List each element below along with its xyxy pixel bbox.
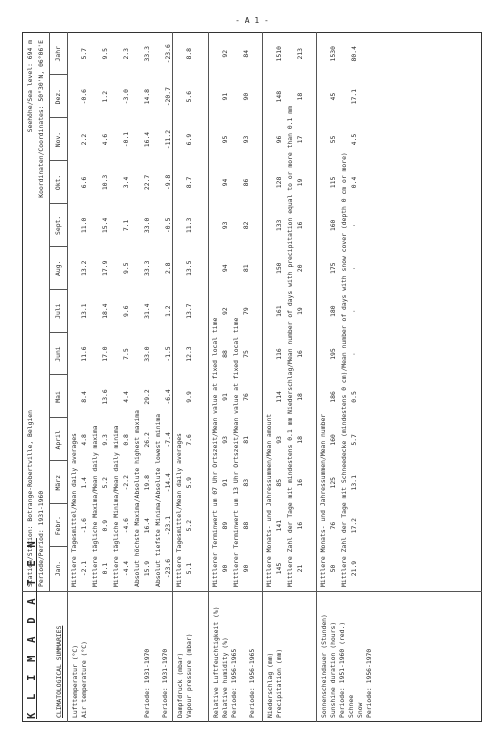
table-cell: 161 (275, 305, 283, 317)
station-name: Station/Station: Botrange-Robertville, Belgien (26, 410, 34, 587)
table-cell: 85 (275, 478, 283, 487)
section-label: Vapour pressure (mbar) (185, 633, 193, 718)
table-cell: 18 (296, 92, 304, 101)
table-cell: 45 (329, 92, 337, 101)
table-cell: 9.5 (101, 47, 109, 60)
table-cell: 90 (242, 92, 250, 101)
table-cell: -20.7 (164, 87, 172, 107)
table-cell: 17.1 (350, 88, 358, 105)
table-cell: -23.6 (164, 44, 172, 64)
section-label: Sunshine duration (hours) (329, 621, 337, 718)
section-label: Periode: 1956-1965 (230, 648, 238, 718)
table-cell: 114 (275, 391, 283, 403)
table-cell: -0.5 (164, 217, 172, 234)
table-cell: 13.2 (80, 260, 88, 276)
month-header: Nov. (54, 131, 62, 148)
table-cell: 5.7 (350, 434, 358, 446)
table-cell: 133 (275, 219, 283, 232)
table-cell: 13.7 (185, 303, 193, 319)
section-label: Periode: 1956-1965 (248, 648, 256, 718)
table-cell: 8.7 (185, 176, 193, 189)
table-cell: 160 (329, 434, 337, 446)
table-cell: 19 (296, 178, 304, 187)
month-header: Okt. (54, 174, 62, 191)
page-number: - A 1 - (235, 16, 269, 25)
table-cell: 4.5 (350, 133, 358, 146)
section-label: Lufttemperatur (°C) (71, 644, 79, 718)
table-cell: 18 (296, 436, 304, 444)
table-cell: 0.8 (122, 434, 130, 446)
table-cell: · (350, 352, 358, 356)
table-cell: 33.0 (143, 217, 151, 234)
table-cell: · (350, 223, 358, 228)
section-label: Schnee (347, 694, 355, 718)
table-cell: 145 (275, 562, 283, 575)
row-note: Mittlere Tagesmittel/Mean daily averages (70, 433, 78, 587)
table-cell: 12.3 (185, 346, 193, 362)
table-cell: 4.6 (101, 133, 109, 146)
table-cell: -3.0 (122, 88, 130, 105)
table-cell: 13.5 (185, 260, 193, 276)
table-cell: 1510 (275, 46, 283, 62)
table-cell: 213 (296, 47, 304, 60)
table-cell: 91 (221, 393, 229, 401)
table-cell: 76 (242, 393, 250, 401)
table-cell: 16 (296, 478, 304, 487)
table-cell: 8.4 (80, 391, 88, 403)
table-cell: 2.3 (122, 47, 130, 60)
table-cell: 93 (275, 436, 283, 444)
table-cell: -0.6 (80, 88, 88, 105)
table-cell: 21 (296, 564, 304, 573)
section-divider (172, 32, 173, 722)
table-cell: 76 (329, 521, 337, 530)
table-cell: 6.9 (185, 133, 193, 146)
table-cell: 115 (329, 176, 337, 189)
table-cell: 17 (296, 135, 304, 144)
table-cell: 5.7 (80, 47, 88, 60)
table-cell: -23.1 (164, 516, 172, 536)
table-cell: 93 (221, 221, 229, 230)
table-cell: 8.8 (185, 47, 193, 60)
table-cell: 2.8 (164, 262, 172, 275)
table-cell: 83 (242, 478, 250, 487)
month-header: Aug. (54, 260, 62, 276)
table-cell: 93 (221, 436, 229, 444)
table-cell: -9.8 (164, 174, 172, 191)
table-cell: 22.7 (143, 174, 151, 191)
table-cell: 7.6 (185, 434, 193, 446)
table-cell: 81 (242, 264, 250, 273)
table-cell: 29.2 (143, 389, 151, 405)
table-cell: 5.2 (185, 519, 193, 532)
table-cell: 7.1 (122, 219, 130, 232)
month-header: Juli (54, 303, 62, 319)
page-title: K L I M A D A T E N (26, 538, 38, 719)
table-cell: 141 (275, 519, 283, 532)
row-note: Mittlere tägliche Maxima/Mean daily maxima (91, 425, 99, 587)
table-cell: 4.4 (122, 391, 130, 403)
table-cell: 0.1 (101, 562, 109, 575)
table-cell: 33.3 (143, 46, 151, 62)
section-label: Air temperature (°C) (80, 641, 88, 718)
table-cell: 9.9 (185, 391, 193, 403)
table-cell: 96 (275, 135, 283, 144)
table-cell: 19.8 (143, 475, 151, 491)
table-cell: 125 (329, 476, 337, 489)
month-header: März (54, 475, 62, 491)
table-cell: 20 (296, 264, 304, 273)
month-header: Dez. (54, 88, 62, 105)
table-cell: 91 (221, 478, 229, 487)
table-cell: 6.6 (80, 176, 88, 189)
table-cell: 13.1 (80, 303, 88, 319)
table-cell: 15.9 (143, 560, 151, 577)
table-cell: · (350, 309, 358, 314)
table-cell: -6.4 (164, 389, 172, 405)
station-divider (49, 32, 50, 592)
table-cell: 180 (329, 305, 337, 317)
row-note: Mittlere Tagesmittel/Mean daily averages (175, 433, 183, 587)
table-cell: 0.4 (350, 176, 358, 189)
table-cell: 16.4 (143, 131, 151, 148)
table-cell: 95 (221, 135, 229, 144)
table-cell: 0.5 (350, 391, 358, 403)
table-cell: 17.9 (101, 260, 109, 276)
table-cell: -4.6 (122, 517, 130, 534)
table-cell: 11.6 (80, 346, 88, 362)
table-cell: 90 (221, 564, 229, 573)
section-label: Precipitation (mm) (275, 648, 283, 718)
table-cell: 150 (275, 262, 283, 275)
row-note: Mittlere Zahl der Tage mit mindestens 0.1 mm Niederschlag/Mean number of days with precipitation equal to or more than 0.1 mm (286, 106, 294, 587)
table-cell: 13.1 (350, 475, 358, 491)
table-cell: 17.0 (101, 346, 109, 362)
month-header: April (54, 430, 62, 450)
row-note: Absolut tiefste Minima/Absolute lowest minima (154, 413, 162, 587)
table-cell: 10.3 (101, 174, 109, 191)
table-cell: 33.3 (143, 260, 151, 276)
table-cell: 94 (221, 264, 229, 273)
month-header: Jahr (54, 46, 62, 62)
table-cell: 18.4 (101, 303, 109, 319)
table-cell: 5.6 (185, 90, 193, 103)
row-note: Mittlere Monats- und Jahressummen/Mean number (319, 413, 327, 587)
table-cell: 88 (242, 521, 250, 530)
table-cell: 5.1 (185, 562, 193, 575)
table-cell: 21.9 (350, 560, 358, 577)
altitude-label: Seehöhe/Sea level: 694 m (26, 40, 34, 133)
section-label: Relative Luftfeuchtigkeit (%) (212, 606, 220, 718)
table-cell: 16 (296, 221, 304, 230)
table-cell: 13.6 (101, 389, 109, 405)
table-cell: 16 (296, 350, 304, 358)
table-cell: 55 (329, 135, 337, 144)
month-header: Febr. (54, 516, 62, 536)
label-column-divider (22, 591, 482, 592)
table-cell: 116 (275, 348, 283, 360)
table-cell: 16.4 (143, 517, 151, 534)
table-cell: 3.4 (122, 176, 130, 189)
table-cell: -1.5 (164, 346, 172, 362)
table-cell: 14.8 (143, 88, 151, 105)
row-note: Mittlerer Terminwert um 13 Uhr Ortszeit/Mean value at fixed local time (232, 317, 240, 587)
table-cell: 16 (296, 521, 304, 530)
month-header: Sept. (54, 215, 62, 235)
section-label: Snow (356, 702, 364, 718)
table-cell: 19 (296, 307, 304, 316)
subtitle: CLIMATOLOGICAL SUMMARIES (55, 625, 63, 718)
table-cell: -7.4 (164, 432, 172, 448)
table-cell: 1.2 (164, 305, 172, 317)
table-cell: 9.3 (101, 434, 109, 446)
table-cell: 91 (221, 92, 229, 101)
section-label: Periode: 1931-1970 (143, 648, 151, 718)
table-cell: 7.5 (122, 348, 130, 360)
table-cell: 5.2 (101, 476, 109, 489)
table-cell: 5.9 (185, 476, 193, 489)
table-cell: 94 (221, 178, 229, 187)
section-label: Periode: 1956-1970 (365, 648, 373, 718)
table-cell: 31.4 (143, 303, 151, 319)
row-note: Mittlere Monats- und Jahressummen/Mean amount (265, 413, 273, 587)
table-cell: 84 (242, 49, 250, 58)
table-cell: -23.6 (164, 558, 172, 579)
table-cell: 88 (221, 350, 229, 358)
table-cell: 1.4 (80, 476, 88, 489)
section-label: Periode: 1931-1970 (161, 648, 169, 718)
table-cell: 15.4 (101, 217, 109, 234)
table-cell: · (350, 266, 358, 271)
table-cell: -0.1 (122, 131, 130, 148)
table-cell: 160 (329, 219, 337, 232)
table-cell: 9.5 (122, 262, 130, 275)
table-cell: 50 (329, 564, 337, 573)
row-note: Absolut höchste Maxima/Absolute highest maxima (133, 410, 141, 587)
table-cell: 90 (242, 564, 250, 573)
table-cell: -11.2 (164, 129, 172, 150)
section-label: Sonnenscheindauer (Stunden) (320, 614, 328, 718)
month-header: Jan. (54, 560, 62, 577)
table-cell: 0.9 (101, 519, 109, 532)
table-cell: 11.0 (80, 217, 88, 234)
header-divider (67, 32, 68, 722)
table-cell: 9.6 (122, 305, 130, 317)
table-cell: 80.4 (350, 46, 358, 62)
section-label: Relative humidity (%) (221, 637, 229, 718)
section-label: Niederschlag (mm) (266, 652, 274, 718)
table-cell: 4.8 (80, 434, 88, 446)
row-note: Mittlere Zahl der Tage mit Schneedecke (mindestens 0 cm)/Mean number of days with snow cover (depth 0 cm or more) (340, 152, 348, 587)
section-label: Periode: 1951-1960 (red.) (338, 621, 346, 718)
table-cell: 186 (329, 391, 337, 403)
table-cell: -2.2 (122, 475, 130, 491)
section-label: Dampfdruck (mbar) (176, 652, 184, 718)
table-cell: 195 (329, 348, 337, 360)
section-divider (316, 32, 317, 722)
climate-table (22, 32, 482, 722)
section-divider (262, 32, 263, 722)
table-cell: 17.2 (350, 517, 358, 534)
month-header: Juni (54, 346, 62, 362)
table-cell: 82 (242, 221, 250, 230)
table-cell: 128 (275, 176, 283, 189)
table-cell: 93 (242, 135, 250, 144)
section-divider (208, 32, 209, 722)
table-cell: 1530 (329, 46, 337, 62)
period-label: Periode/Period: 1931-1960 (37, 490, 45, 587)
table-cell: 175 (329, 262, 337, 275)
table-cell: 75 (242, 350, 250, 358)
table-cell: 81 (242, 436, 250, 444)
table-cell: 26.2 (143, 432, 151, 448)
table-cell: 79 (242, 307, 250, 316)
row-note: Mittlere tägliche Minima/Mean daily minima (112, 425, 120, 587)
coordinates-label: Koordinaten/Coordinates: 50°30'N, 06°06'E (37, 40, 45, 198)
table-cell: 89 (221, 521, 229, 530)
table-cell: -1.6 (80, 517, 88, 534)
table-cell: -4.4 (122, 560, 130, 577)
month-header: Mai (54, 391, 62, 403)
table-cell: 92 (221, 49, 229, 58)
table-cell: -2.1 (80, 560, 88, 577)
table-frame (22, 32, 482, 722)
table-cell: 1.2 (101, 90, 109, 103)
table-cell: 92 (221, 307, 229, 316)
table-cell: 86 (242, 178, 250, 187)
table-cell: 11.3 (185, 217, 193, 234)
table-cell: 18 (296, 393, 304, 401)
table-cell: -14.4 (164, 473, 172, 493)
table-cell: 33.0 (143, 346, 151, 362)
table-cell: 148 (275, 90, 283, 103)
table-cell: 2.2 (80, 133, 88, 146)
row-note: Mittlerer Terminwert um 07 Uhr Ortszeit/Mean value at fixed local time (211, 317, 219, 587)
